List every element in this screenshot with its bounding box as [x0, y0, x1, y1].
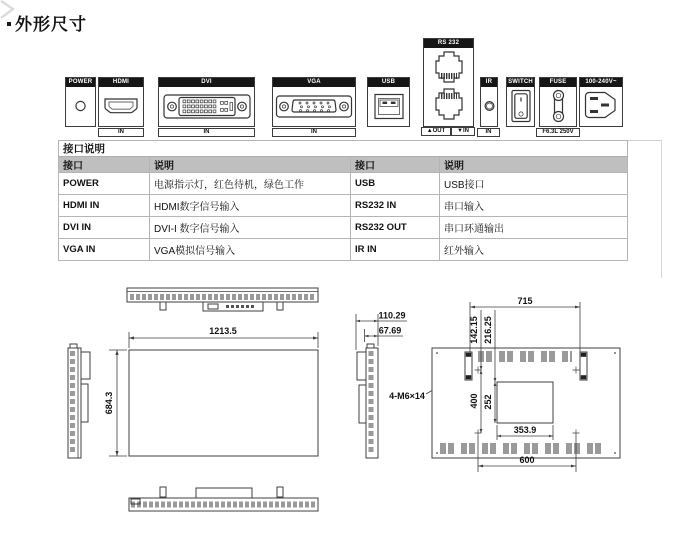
hdmi-port-icon — [100, 88, 142, 124]
connector-dvi — [158, 77, 255, 127]
svg-text:684.3: 684.3 — [104, 391, 114, 415]
bottom-view — [129, 487, 318, 511]
svg-text:216.25: 216.25 — [483, 316, 493, 344]
col-header-description-2: 说明 — [440, 157, 628, 173]
cell-interface: IR IN — [351, 239, 440, 261]
col-header-description-1: 说明 — [150, 157, 351, 173]
connector-rs232 — [423, 38, 474, 127]
table-header-row — [59, 157, 628, 173]
top-view — [127, 288, 318, 311]
cell-description: 红外输入 — [440, 239, 628, 261]
connector-hdmi-label: HDMI — [99, 78, 143, 87]
cell-interface: DVI IN — [59, 217, 150, 239]
connector-ac-label: 100-240V~ — [580, 78, 622, 87]
col-header-interface-1: 接口 — [59, 157, 150, 173]
power-led-icon — [67, 88, 94, 124]
left-side-view — [68, 344, 90, 458]
cell-interface: POWER — [59, 173, 150, 195]
table-row — [59, 195, 628, 217]
connector-power-label: POWER — [66, 78, 95, 87]
usb-port-icon — [369, 88, 409, 124]
rear-view — [432, 348, 620, 458]
cell-description: DVI-I 数字信号输入 — [150, 217, 351, 239]
rs232-in-label: ▼IN — [451, 127, 475, 136]
connector-switch-label: SWITCH — [508, 79, 533, 85]
connector-ac-inlet — [579, 77, 623, 127]
dimension-drawings — [0, 280, 673, 540]
connector-hdmi — [98, 77, 144, 127]
svg-text:400: 400 — [469, 393, 479, 409]
fuse-rating-label: F6.3L 250V — [536, 128, 580, 137]
connector-dvi-label: DVI — [159, 78, 254, 87]
rs232-out-label: ▲OUT — [421, 127, 451, 136]
rocker-switch-icon — [508, 88, 534, 124]
cell-description: 串口环通输出 — [440, 217, 628, 239]
ac-inlet-icon — [580, 88, 622, 124]
connector-vga — [272, 77, 356, 127]
section-title — [7, 10, 87, 35]
connector-ir-label: IR — [481, 78, 497, 87]
table-caption-row — [59, 141, 628, 157]
page-title: 外形尺寸 — [15, 15, 87, 34]
connector-switch — [506, 77, 535, 127]
dim-front-width — [129, 326, 318, 348]
cell-interface: HDMI IN — [59, 195, 150, 217]
table-row — [59, 239, 628, 261]
svg-text:4-M6×14: 4-M6×14 — [389, 391, 425, 401]
dvi-in-label: IN — [158, 128, 255, 137]
cell-interface: RS232 IN — [351, 195, 440, 217]
hdmi-in-label: IN — [98, 128, 144, 137]
side-view — [357, 344, 378, 458]
connector-usb-label: USB — [368, 78, 409, 87]
handle-left — [465, 352, 472, 380]
cell-description: VGA模拟信号输入 — [150, 239, 351, 261]
dim-front-height — [104, 350, 127, 456]
interface-table — [58, 140, 628, 261]
svg-text:110.29: 110.29 — [378, 310, 406, 321]
vga-in-label: IN — [272, 128, 356, 137]
connector-rs232-label: RS 232 — [424, 39, 473, 48]
vga-port-icon — [274, 88, 354, 124]
svg-text:1213.5: 1213.5 — [209, 326, 237, 336]
cell-interface: RS232 OUT — [351, 217, 440, 239]
col-header-interface-2: 接口 — [351, 157, 440, 173]
svg-text:715: 715 — [517, 296, 533, 306]
connector-power — [65, 77, 96, 127]
fuse-holder-icon — [541, 88, 576, 124]
table-caption: 接口说明 — [59, 141, 628, 157]
svg-text:252: 252 — [483, 394, 493, 410]
cell-description: 串口输入 — [440, 195, 628, 217]
cell-description: HDMI数字信号输入 — [150, 195, 351, 217]
cell-description: 电源指示灯，红色待机，绿色工作 — [150, 173, 351, 195]
svg-text:600: 600 — [519, 455, 535, 465]
connector-fuse — [539, 77, 577, 127]
svg-text:142.15: 142.15 — [469, 316, 479, 344]
ir-in-label: IN — [477, 128, 500, 137]
connector-vga-label: VGA — [273, 78, 355, 87]
cell-interface: USB — [351, 173, 440, 195]
section-border-right — [661, 140, 662, 278]
cell-interface: VGA IN — [59, 239, 150, 261]
section-border-top — [627, 140, 662, 141]
table-row — [59, 173, 628, 195]
ir-receiver-icon — [482, 88, 497, 124]
connector-ir — [480, 77, 498, 127]
dvi-port-icon — [161, 88, 253, 124]
handle-right — [580, 352, 587, 380]
cell-description: USB接口 — [440, 173, 628, 195]
rj45-jacks-icon — [426, 49, 472, 124]
svg-text:67.69: 67.69 — [378, 325, 402, 336]
connector-usb — [367, 77, 410, 127]
front-view — [129, 350, 318, 456]
title-bullet — [7, 22, 11, 26]
table-row — [59, 217, 628, 239]
connector-fuse-label: FUSE — [540, 78, 576, 87]
dim-body-depth — [365, 326, 404, 343]
svg-text:353.9: 353.9 — [513, 425, 537, 435]
